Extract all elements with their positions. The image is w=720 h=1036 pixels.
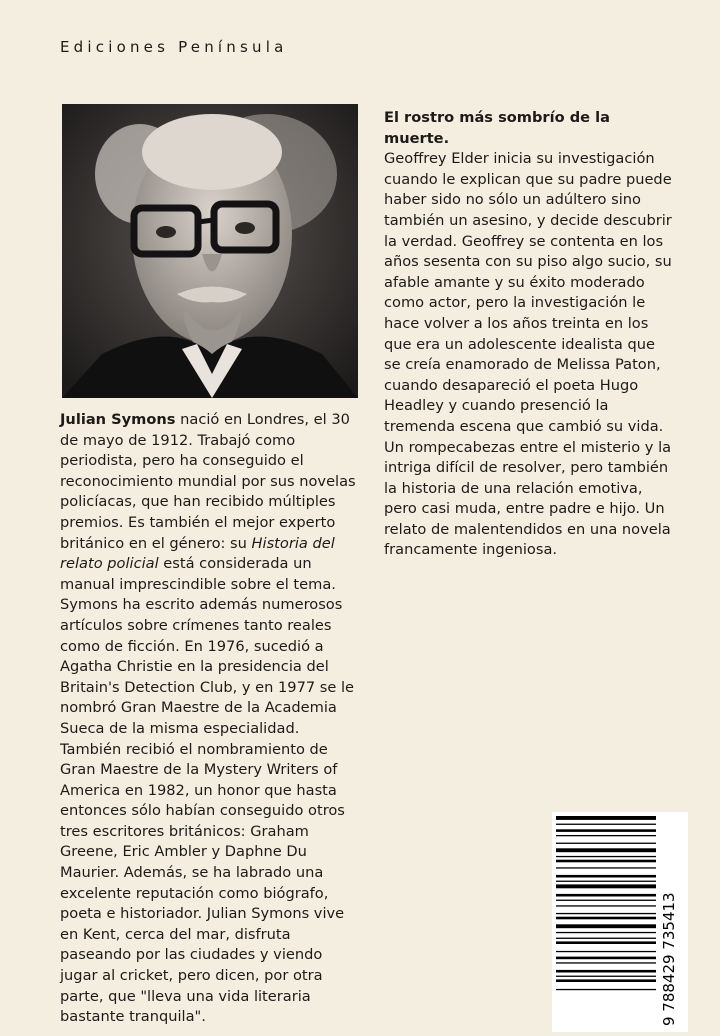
barcode-bar <box>556 951 656 952</box>
author-photo <box>62 104 358 398</box>
barcode-bar <box>556 884 656 888</box>
barcode-bar <box>556 843 656 844</box>
barcode-bar <box>556 867 656 868</box>
author-bio <box>60 410 360 1028</box>
barcode-bar <box>556 900 656 901</box>
barcode-bar <box>556 932 656 933</box>
barcode-digits: 9 788429 735413 <box>660 892 678 1026</box>
barcode-bar <box>556 957 656 960</box>
barcode-bar <box>556 941 656 944</box>
barcode-bar <box>556 970 656 973</box>
book-title-italic: Historia del relato policial <box>60 534 335 573</box>
barcode-bar <box>556 962 656 963</box>
barcode-bar <box>556 894 656 897</box>
barcode-bar <box>556 989 656 990</box>
barcode-bar <box>556 829 656 832</box>
barcode-bar <box>556 905 656 906</box>
bio-text-part-2: está considerada un manual imprescindible sobre el tema. Symons ha escrito además numerosos artículos sobre crímenes tanto reales como de ficción. En 1976, sucedió a Agatha Christie en la presidencia del Britain's Detection Club, y en 1977 se le nombró Gran Maestre de la Academia Sueca de la misma especialidad. También recibió el nombramiento de Gran Maestre de la Mystery Writers of America en 1982, un honor que hasta entonces sólo habían conseguido otros tres escritores británicos: Graham Greene, Eric Ambler y Daphne Du Maurier. Además, se ha labrado una excelente reputación como biógrafo, poeta e historiador. Julian Symons vive en Kent, cerca del mar, disfruta paseando por las ciudades y viendo jugar al cricket, pero dicen, por otra parte, que "lleva una vida literaria bastante tranquila". <box>60 555 355 1026</box>
barcode-bar <box>556 938 656 939</box>
bio-text-part-1: nació en Londres, el 30 de mayo de 1912. Trabajó como periodista, pero ha conseguido el reconocimiento mundial por sus novelas policíacas, que han recibido múltiples premios. Es también el mejor experto británico en el género: su <box>60 411 356 552</box>
isbn-barcode <box>552 812 688 1032</box>
author-portrait-image <box>62 104 358 398</box>
barcode-bar <box>556 835 656 836</box>
author-name: Julian Symons <box>60 411 176 428</box>
barcode-bar <box>556 860 656 863</box>
barcode-bar <box>556 976 656 977</box>
barcode-bar <box>556 979 656 982</box>
synopsis-text: Geoffrey Elder inicia su investigación cuando le explican que su padre puede haber sido no sólo un adúltero sino también un asesino, y decide descubrir la verdad. Geoffrey se contenta en los años sesenta con su piso algo sucio, su afable amante y su éxito moderado como actor, pero la investigación le hace volver a los años treinta en los que era un adolescente idealista que se creía enamorado de Melissa Paton, cuando desapareció el poeta Hugo Headley y cuando presenció la tremenda escena que cambió su vida. Un rompecabezas entre el misterio y la intriga difícil de resolver, pero también la historia de una relación emotiva, pero casi muda, entre padre e hijo. Un relato de malentendidos en una novela francamente ingeniosa. <box>384 150 672 559</box>
barcode-bar <box>556 875 656 878</box>
barcode-graphic <box>552 812 688 1032</box>
barcode-bar <box>556 881 656 882</box>
barcode-bar <box>556 848 656 852</box>
barcode-bar <box>556 924 656 928</box>
synopsis <box>384 108 674 561</box>
synopsis-title: El rostro más sombrío de la muerte. <box>384 109 611 147</box>
barcode-bar <box>556 824 656 825</box>
publisher-name: Ediciones Península <box>60 38 288 56</box>
barcode-bar <box>556 917 656 920</box>
barcode-bar <box>556 913 656 914</box>
barcode-bar <box>556 816 656 820</box>
barcode-bar <box>556 856 656 857</box>
